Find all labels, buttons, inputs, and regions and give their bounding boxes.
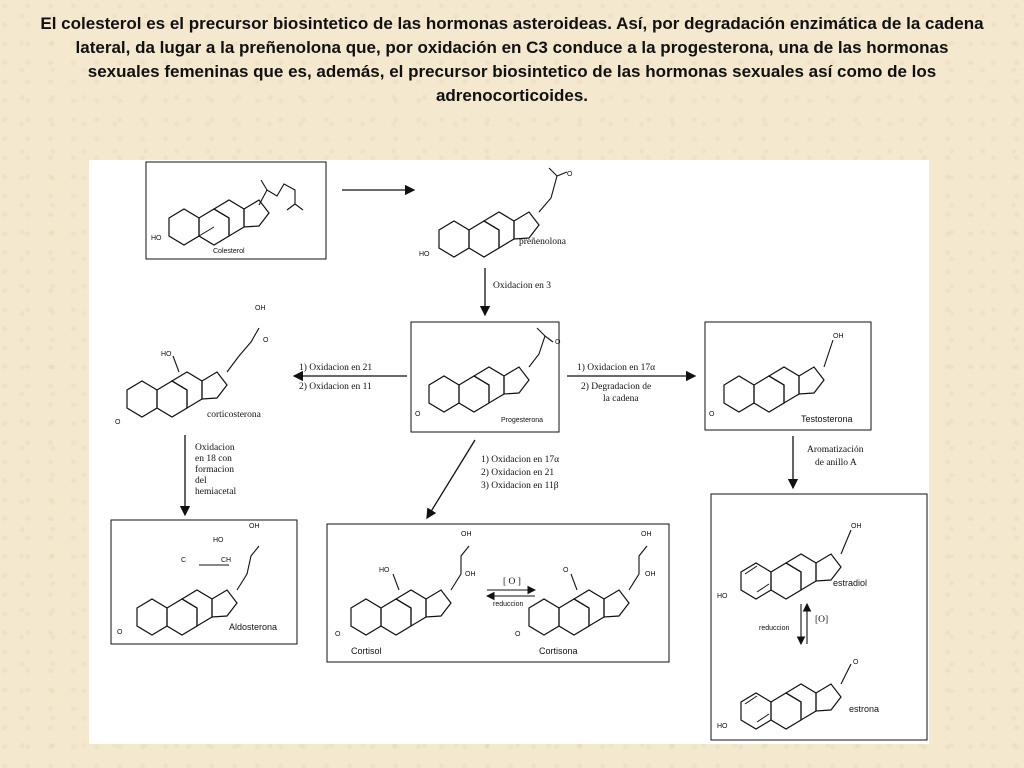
reduccion-estradiol: reduccion [759,625,790,632]
pregnenolona-ho: HO [419,251,430,258]
corticosterona-o2: O [115,419,121,426]
step-aldo-2: en 18 con [195,454,232,464]
step-mid-2: 2) Oxidacion en 21 [481,468,555,478]
cortisona-o2: O [515,631,521,638]
aldosterona-c: C [181,557,187,564]
step-mid-3: 3) Oxidacion en 11β [481,481,559,491]
pregnenolona-label: preñenolona [519,237,566,247]
step-ox3: Oxidacion en 3 [493,281,552,291]
progesterona-structure [429,328,553,412]
progesterona-label: Progesterona [501,417,544,424]
step-arom-1: Aromatización [807,445,864,455]
aldosterona-ho: HO [213,537,224,544]
testosterona-label: Testosterona [801,414,853,424]
aldosterona-oh: OH [249,523,260,530]
o-label-estradiol: [O] [815,615,829,625]
arrow-to-cortisol [427,440,475,518]
cortisona-structure [529,546,647,635]
step-mid-1: 1) Oxidacion en 17α [481,455,560,465]
pregnenolona-o: O [567,171,573,178]
progesterona-o2: O [555,339,561,346]
cortisol-cortisona-box [327,524,669,662]
progesterona-box [411,322,559,432]
cortisol-oh: OH [461,531,472,538]
step-arom-2: de anillo A [815,458,857,468]
step-left-1: 1) Oxidacion en 21 [299,363,373,373]
aldosterona-ch: CH [221,557,232,564]
corticosterona-structure [127,328,259,417]
estradiol-structure [741,530,851,599]
step-aldo-4: del [195,476,207,486]
cortisol-structure [351,546,469,635]
cortisol-label: Cortisol [351,646,382,656]
colesterol-ho: HO [151,235,162,242]
corticosterona-ho: HO [161,351,172,358]
estrona-ho: HO [717,723,728,730]
step-right-3: la cadena [603,394,639,404]
cortisol-o: O [335,631,341,638]
colesterol-label: Colesterol [213,248,245,255]
progesterona-o: O [415,411,421,418]
intro-text: El colesterol es el precursor biosintetico de las hormonas asteroideas. Así, por degradación enzimática de la cadena lateral, da lugar a la preñenolona que, por oxidación en C3 conduce a la progesterona, una de las hormonas sexuales femeninas que es, además, el precursor biosintetico de las hormonas sexuales así como de los adrenocorticoides. [40,14,984,105]
pathway-diagram [89,160,929,744]
cortisol-oh2: OH [465,571,476,578]
colesterol-structure [169,180,303,245]
step-left-2: 2) Oxidacion en 11 [299,382,372,392]
estrona-structure [741,664,851,729]
step-aldo-3: formacion [195,465,235,475]
testosterona-o: O [709,411,715,418]
cortisona-oh: OH [641,531,652,538]
estradiol-oh: OH [851,523,862,530]
o-label-cortisol: [ O ] [503,577,521,587]
cortisona-o: O [563,567,569,574]
estradiol-label: estradiol [833,578,868,588]
step-right-1: 1) Oxidacion en 17α [577,363,656,373]
corticosterona-o: O [263,337,269,344]
aldosterona-label: Aldosterona [229,622,278,632]
step-right-2: 2) Degradacion de [581,382,652,392]
aldosterona-o: O [117,629,123,636]
cortisona-label: Cortisona [539,646,578,656]
testosterona-oh: OH [833,333,844,340]
estrona-label: estrona [849,704,880,714]
reduccion-cortisol: reduccion [493,601,524,608]
colesterol-box [146,162,326,259]
step-aldo-1: Oxidacion [195,443,235,453]
pathway-svg [89,160,929,744]
corticosterona-oh: OH [255,305,266,312]
corticosterona-label: corticosterona [207,410,261,420]
estradiol-ho: HO [717,593,728,600]
cortisona-oh2: OH [645,571,656,578]
step-aldo-5: hemiacetal [195,487,237,497]
estrona-o: O [853,659,859,666]
testosterona-structure [724,340,833,412]
cortisol-ho: HO [379,567,390,574]
